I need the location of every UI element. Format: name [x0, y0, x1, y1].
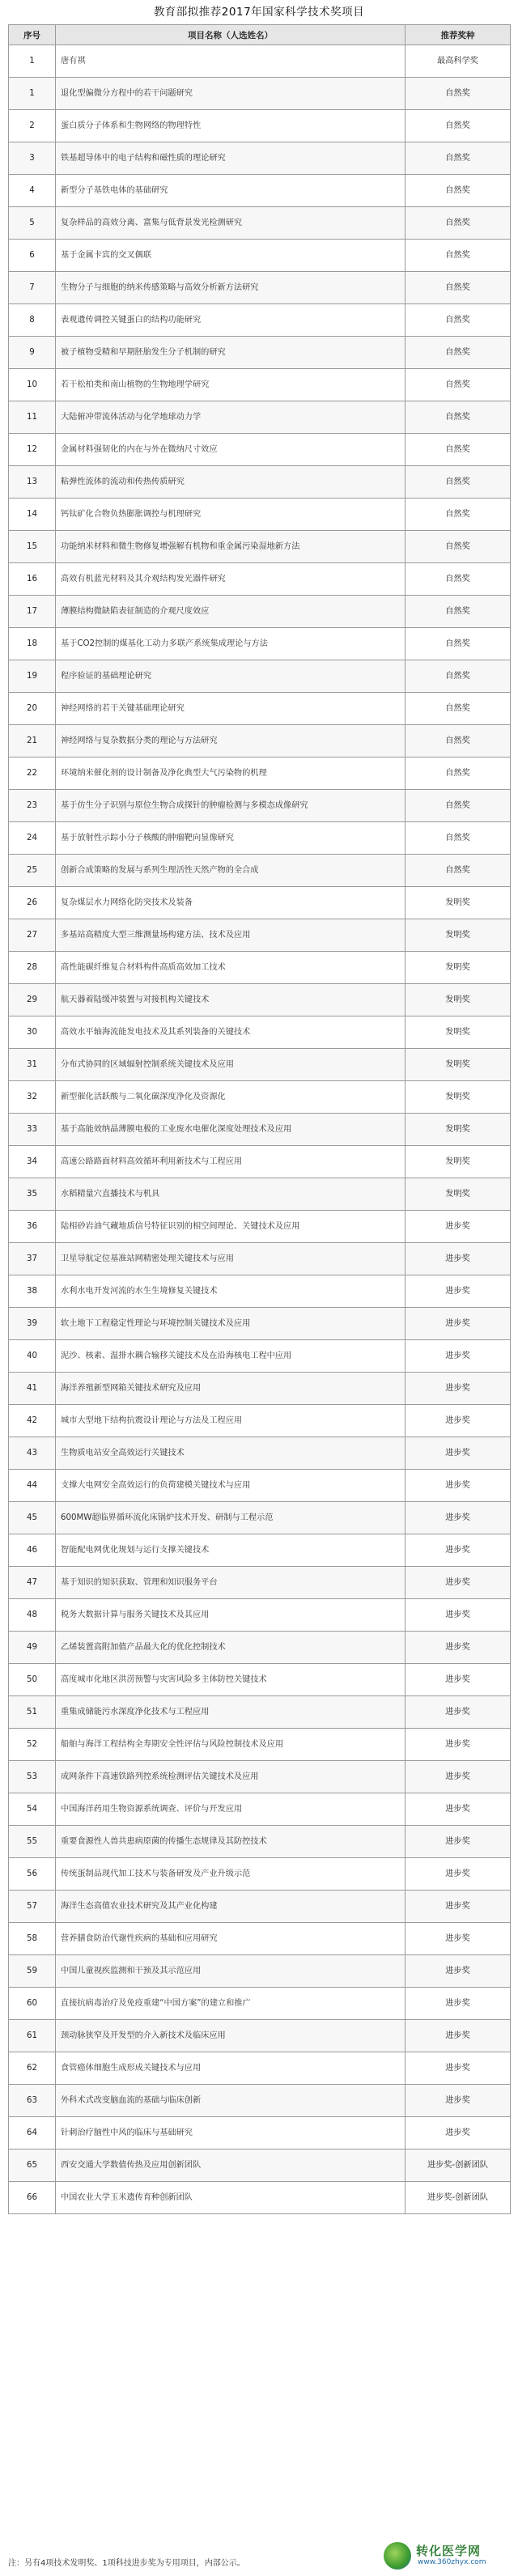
- table-row: [9, 434, 511, 466]
- award-type: 自然奖: [405, 531, 511, 563]
- project-name: 中国儿童视疾监测和干预及其示范应用: [56, 1955, 405, 1988]
- row-number: 42: [9, 1405, 56, 1437]
- row-number: 53: [9, 1761, 56, 1793]
- award-type: 发明奖: [405, 1114, 511, 1146]
- table-row: [9, 499, 511, 531]
- row-number: 64: [9, 2117, 56, 2149]
- project-name: 基于知识的知识获取、管理和知识服务平台: [56, 1567, 405, 1599]
- row-number: 57: [9, 1891, 56, 1923]
- award-type: 进步奖: [405, 1567, 511, 1599]
- row-number: 65: [9, 2149, 56, 2182]
- award-type: 进步奖: [405, 1308, 511, 1340]
- project-name: 直接抗病毒治疗及免疫重建“中国方案”的建立和推广: [56, 1988, 405, 2020]
- table-row: [9, 240, 511, 272]
- award-type: 自然奖: [405, 660, 511, 693]
- globe-icon: [384, 2542, 411, 2570]
- award-type: 进步奖: [405, 1470, 511, 1502]
- table-row: [9, 1955, 511, 1988]
- row-number: 2: [9, 110, 56, 142]
- table-row: [9, 369, 511, 401]
- row-number: 26: [9, 887, 56, 919]
- project-name: 分布式协同的区域辐射控制系统关键技术及应用: [56, 1049, 405, 1081]
- award-type: 发明奖: [405, 984, 511, 1016]
- award-type: 自然奖: [405, 272, 511, 304]
- project-name: 船舶与海洋工程结构全寿期安全性评估与风险控制技术及应用: [56, 1729, 405, 1761]
- table-row: [9, 1405, 511, 1437]
- table-row: [9, 2117, 511, 2149]
- project-name: 城市大型地下结构抗震设计理论与方法及工程应用: [56, 1405, 405, 1437]
- row-number: 43: [9, 1437, 56, 1470]
- project-name: 新型分子基铁电体的基础研究: [56, 175, 405, 207]
- table-row: [9, 660, 511, 693]
- row-number: 9: [9, 337, 56, 369]
- row-number: 17: [9, 596, 56, 628]
- table-row: [9, 1211, 511, 1243]
- row-number: 66: [9, 2182, 56, 2214]
- row-number: 51: [9, 1696, 56, 1729]
- award-type: 进步奖: [405, 1211, 511, 1243]
- row-number: 56: [9, 1858, 56, 1891]
- project-name: 针刺治疗脑性中风的临床与基础研究: [56, 2117, 405, 2149]
- header-name: 项目名称（人选姓名）: [56, 25, 405, 45]
- row-number: 5: [9, 207, 56, 240]
- table-row: [9, 725, 511, 758]
- award-type: 自然奖: [405, 563, 511, 596]
- award-type: 自然奖: [405, 401, 511, 434]
- award-type: 自然奖: [405, 142, 511, 175]
- row-number: 48: [9, 1599, 56, 1632]
- project-name: 600MW超临界循环流化床锅炉技术开发、研制与工程示范: [56, 1502, 405, 1534]
- project-name: 税务大数据计算与服务关键技术及其应用: [56, 1599, 405, 1632]
- award-type: 自然奖: [405, 790, 511, 822]
- award-type: 进步奖: [405, 1826, 511, 1858]
- project-name: 泥沙、核素、温排水耦合输移关键技术及在沿海核电工程中应用: [56, 1340, 405, 1373]
- award-type: 自然奖: [405, 758, 511, 790]
- table-row: [9, 1664, 511, 1696]
- project-name: 航天器着陆缓冲装置与对接机构关键技术: [56, 984, 405, 1016]
- project-name: 铁基超导体中的电子结构和磁性质的理论研究: [56, 142, 405, 175]
- row-number: 62: [9, 2052, 56, 2085]
- table-row: [9, 2182, 511, 2214]
- project-name: 重集成储能污水深度净化技术与工程应用: [56, 1696, 405, 1729]
- award-type: 自然奖: [405, 628, 511, 660]
- row-number: 6: [9, 240, 56, 272]
- row-number: 18: [9, 628, 56, 660]
- project-name: 若干松柏类和南山植物的生物地理学研究: [56, 369, 405, 401]
- table-row: [9, 790, 511, 822]
- project-name: 高效有机蓝光材料及其介观结构发光器件研究: [56, 563, 405, 596]
- row-number: 31: [9, 1049, 56, 1081]
- row-number: 3: [9, 142, 56, 175]
- project-name: 蛋白质分子体系和生物网络的物理特性: [56, 110, 405, 142]
- project-name: 乙烯装置高附加值产品最大化的优化控制技术: [56, 1632, 405, 1664]
- row-number: 52: [9, 1729, 56, 1761]
- table-row: [9, 1081, 511, 1114]
- row-number: 55: [9, 1826, 56, 1858]
- row-number: 13: [9, 466, 56, 499]
- award-type: 自然奖: [405, 337, 511, 369]
- project-name: 生物分子与细胞的纳米传感策略与高效分析新方法研究: [56, 272, 405, 304]
- table-row: [9, 1437, 511, 1470]
- table-row: [9, 2149, 511, 2182]
- table-row: [9, 207, 511, 240]
- project-name: 金属材料强韧化的内在与外在微纳尺寸效应: [56, 434, 405, 466]
- project-name: 成网条件下高速铁路列控系统检测评估关键技术及应用: [56, 1761, 405, 1793]
- project-name: 海洋生态高值农业技术研究及其产业化构建: [56, 1891, 405, 1923]
- project-name: 表观遗传调控关键蛋白的结构功能研究: [56, 304, 405, 337]
- table-row: [9, 1534, 511, 1567]
- table-row: [9, 1793, 511, 1826]
- award-type: 进步奖: [405, 1599, 511, 1632]
- award-type: 进步奖: [405, 1955, 511, 1988]
- table-row: [9, 337, 511, 369]
- row-number: 15: [9, 531, 56, 563]
- row-number: 34: [9, 1146, 56, 1178]
- award-type: 自然奖: [405, 596, 511, 628]
- watermark-brand: 转化医学网: [416, 2544, 482, 2558]
- award-type: 进步奖: [405, 1858, 511, 1891]
- award-type: 进步奖: [405, 1729, 511, 1761]
- project-name: 钙钛矿化合物负热膨胀调控与机理研究: [56, 499, 405, 531]
- award-type: 进步奖: [405, 1761, 511, 1793]
- project-name: 退化型偏微分方程中的若干问题研究: [56, 78, 405, 110]
- project-name: 创新合成策略的发展与系列生理活性天然产物的全合成: [56, 855, 405, 887]
- row-number: 19: [9, 660, 56, 693]
- award-type: 发明奖: [405, 887, 511, 919]
- award-type: 发明奖: [405, 1178, 511, 1211]
- project-name: 软土地下工程稳定性理论与环境控制关键技术及应用: [56, 1308, 405, 1340]
- header-no: 序号: [9, 25, 56, 45]
- row-number: 23: [9, 790, 56, 822]
- table-row: [9, 1373, 511, 1405]
- table-row: [9, 1275, 511, 1308]
- table-row: [9, 175, 511, 207]
- project-name: 颈动脉狭窄及开发型的介入新技术及临床应用: [56, 2020, 405, 2052]
- award-type: 进步奖: [405, 1373, 511, 1405]
- table-row: [9, 563, 511, 596]
- award-type: 进步奖: [405, 1437, 511, 1470]
- watermark-url: www.360zhyx.com: [418, 2558, 486, 2566]
- award-type: 进步奖: [405, 1664, 511, 1696]
- row-number: 7: [9, 272, 56, 304]
- project-name: 多基站高精度大型三维测量场构建方法、技术及应用: [56, 919, 405, 952]
- table-header-row: [9, 25, 511, 45]
- table-row: [9, 1470, 511, 1502]
- row-number: 28: [9, 952, 56, 984]
- award-type: 自然奖: [405, 175, 511, 207]
- table-row: [9, 887, 511, 919]
- award-type: 发明奖: [405, 1081, 511, 1114]
- project-name: 中国海洋药用生物资源系统调查、评价与开发应用: [56, 1793, 405, 1826]
- table-row: [9, 1243, 511, 1275]
- project-name: 被子植物受精和早期胚胎发生分子机制的研究: [56, 337, 405, 369]
- row-number: 44: [9, 1470, 56, 1502]
- award-type: 最高科学奖: [405, 45, 511, 78]
- project-name: 海洋养殖新型网箱关键技术研究及应用: [56, 1373, 405, 1405]
- table-row: [9, 466, 511, 499]
- award-type: 自然奖: [405, 499, 511, 531]
- project-name: 水利水电开发河流的水生生境修复关键技术: [56, 1275, 405, 1308]
- project-name: 薄膜结构微缺陷表征制造的介观尺度效应: [56, 596, 405, 628]
- award-type: 自然奖: [405, 693, 511, 725]
- row-number: 30: [9, 1016, 56, 1049]
- table-row: [9, 1599, 511, 1632]
- table-row: [9, 272, 511, 304]
- table-row: [9, 1988, 511, 2020]
- award-type: 自然奖: [405, 369, 511, 401]
- row-number: 32: [9, 1081, 56, 1114]
- row-number: 50: [9, 1664, 56, 1696]
- table-row: [9, 1826, 511, 1858]
- project-name: 神经网络与复杂数据分类的理论与方法研究: [56, 725, 405, 758]
- table-row: [9, 401, 511, 434]
- table-row: [9, 531, 511, 563]
- award-type: 进步奖: [405, 1988, 511, 2020]
- table-row: [9, 1049, 511, 1081]
- row-number: 35: [9, 1178, 56, 1211]
- project-name: 陆相砂岩油气藏地质信号特征识别的相空间理论、关键技术及应用: [56, 1211, 405, 1243]
- row-number: 8: [9, 304, 56, 337]
- row-number: 38: [9, 1275, 56, 1308]
- award-type: 进步奖-创新团队: [405, 2149, 511, 2182]
- row-number: 21: [9, 725, 56, 758]
- award-type: 进步奖: [405, 1275, 511, 1308]
- row-number: 1: [9, 45, 56, 78]
- award-type: 发明奖: [405, 1049, 511, 1081]
- table-row: [9, 628, 511, 660]
- project-name: 大陆俯冲带流体活动与化学地球动力学: [56, 401, 405, 434]
- row-number: 27: [9, 919, 56, 952]
- project-name: 水稻精量穴直播技术与机具: [56, 1178, 405, 1211]
- row-number: 39: [9, 1308, 56, 1340]
- table-row: [9, 2052, 511, 2085]
- project-name: 食管癌体细胞生成形成关键技术与应用: [56, 2052, 405, 2085]
- project-name: 西安交通大学数值传热及应用创新团队: [56, 2149, 405, 2182]
- award-type: 自然奖: [405, 207, 511, 240]
- award-type: 进步奖: [405, 1793, 511, 1826]
- row-number: 22: [9, 758, 56, 790]
- table-row: [9, 1114, 511, 1146]
- project-name: 粘弹性流体的流动和传热传质研究: [56, 466, 405, 499]
- project-name: 重要食源性人兽共患病原菌的传播生态规律及其防控技术: [56, 1826, 405, 1858]
- award-type: 自然奖: [405, 110, 511, 142]
- award-type: 进步奖: [405, 1923, 511, 1955]
- project-name: 高速公路路面材料高效循环利用新技术与工程应用: [56, 1146, 405, 1178]
- project-name: 程序验证的基础理论研究: [56, 660, 405, 693]
- award-type: 自然奖: [405, 466, 511, 499]
- project-name: 高效水平轴海流能发电技术及其系列装备的关键技术: [56, 1016, 405, 1049]
- award-type: 自然奖: [405, 855, 511, 887]
- table-row: [9, 1632, 511, 1664]
- footnote: 注：另有4项技术发明奖、1项科技进步奖为专用项目，内部公示。: [8, 2559, 245, 2568]
- project-name: 基于放射性示踪小分子核酸的肿瘤靶向显像研究: [56, 822, 405, 855]
- row-number: 24: [9, 822, 56, 855]
- project-name: 生物质电站安全高效运行关键技术: [56, 1437, 405, 1470]
- table-row: [9, 1146, 511, 1178]
- project-name: 环境纳米催化剂的设计制备及净化典型大气污染物的机理: [56, 758, 405, 790]
- row-number: 25: [9, 855, 56, 887]
- award-type: 发明奖: [405, 919, 511, 952]
- row-number: 16: [9, 563, 56, 596]
- row-number: 59: [9, 1955, 56, 1988]
- award-type: 进步奖: [405, 1502, 511, 1534]
- row-number: 63: [9, 2085, 56, 2117]
- table-row: [9, 45, 511, 78]
- row-number: 40: [9, 1340, 56, 1373]
- table-row: [9, 1696, 511, 1729]
- row-number: 12: [9, 434, 56, 466]
- project-name: 营养膳食防治代谢性疾病的基础和应用研究: [56, 1923, 405, 1955]
- header-award: 推荐奖种: [405, 25, 511, 45]
- award-type: 进步奖: [405, 2052, 511, 2085]
- award-type: 自然奖: [405, 240, 511, 272]
- project-name: 神经网络的若干关键基础理论研究: [56, 693, 405, 725]
- row-number: 58: [9, 1923, 56, 1955]
- award-type: 进步奖: [405, 1534, 511, 1567]
- project-name: 新型催化活跃酸与二氧化碳深度净化及资源化: [56, 1081, 405, 1114]
- table-row: [9, 1858, 511, 1891]
- table-row: [9, 2085, 511, 2117]
- table-row: [9, 1567, 511, 1599]
- row-number: 37: [9, 1243, 56, 1275]
- project-name: 传统蛋制品现代加工技术与装备研发及产业升级示范: [56, 1858, 405, 1891]
- row-number: 4: [9, 175, 56, 207]
- award-type: 进步奖: [405, 1340, 511, 1373]
- table-row: [9, 919, 511, 952]
- project-name: 高性能碳纤维复合材料构件高质高效加工技术: [56, 952, 405, 984]
- table-row: [9, 1502, 511, 1534]
- table-row: [9, 1178, 511, 1211]
- table-row: [9, 1308, 511, 1340]
- award-type: 进步奖: [405, 1405, 511, 1437]
- row-number: 11: [9, 401, 56, 434]
- row-number: 47: [9, 1567, 56, 1599]
- award-type: 进步奖: [405, 2020, 511, 2052]
- award-type: 进步奖: [405, 2085, 511, 2117]
- row-number: 33: [9, 1114, 56, 1146]
- table-row: [9, 1923, 511, 1955]
- watermark-logo: [384, 2540, 513, 2573]
- table-row: [9, 142, 511, 175]
- project-name: 基于高能效纳晶薄膜电极的工业废水电催化深度处理技术及应用: [56, 1114, 405, 1146]
- table-row: [9, 110, 511, 142]
- table-row: [9, 78, 511, 110]
- row-number: 60: [9, 1988, 56, 2020]
- award-type: 进步奖: [405, 1632, 511, 1664]
- project-name: 复杂样品的高效分离、富集与低背景发光检测研究: [56, 207, 405, 240]
- row-number: 49: [9, 1632, 56, 1664]
- table-row: [9, 1016, 511, 1049]
- project-name: 外科术式改变脑血流的基础与临床创新: [56, 2085, 405, 2117]
- table-row: [9, 1729, 511, 1761]
- project-name: 基于仿生分子识别与原位生物合成探针的肿瘤检测与多模态成像研究: [56, 790, 405, 822]
- table-row: [9, 855, 511, 887]
- project-name: 功能纳米材料和微生物修复增强解有机物和重金属污染湿地新方法: [56, 531, 405, 563]
- project-name: 高度城市化地区洪涝预警与灾害风险多主体防控关键技术: [56, 1664, 405, 1696]
- award-type: 进步奖: [405, 1696, 511, 1729]
- table-row: [9, 304, 511, 337]
- award-type: 自然奖: [405, 304, 511, 337]
- award-type: 自然奖: [405, 78, 511, 110]
- table-row: [9, 596, 511, 628]
- table-row: [9, 1340, 511, 1373]
- table-row: [9, 822, 511, 855]
- table-row: [9, 952, 511, 984]
- row-number: 14: [9, 499, 56, 531]
- awards-table: [8, 24, 511, 2214]
- row-number: 36: [9, 1211, 56, 1243]
- award-type: 发明奖: [405, 1146, 511, 1178]
- project-name: 唐有祺: [56, 45, 405, 78]
- table-row: [9, 1761, 511, 1793]
- row-number: 10: [9, 369, 56, 401]
- project-name: 基于CO2控制的煤基化工动力多联产系统集成理论与方法: [56, 628, 405, 660]
- award-type: 发明奖: [405, 952, 511, 984]
- table-row: [9, 758, 511, 790]
- page-title: 教育部拟推荐2017年国家科学技术奖项目: [153, 6, 365, 19]
- row-number: 20: [9, 693, 56, 725]
- award-type: 自然奖: [405, 725, 511, 758]
- award-type: 进步奖: [405, 2117, 511, 2149]
- award-type: 进步奖: [405, 1243, 511, 1275]
- row-number: 54: [9, 1793, 56, 1826]
- project-name: 基于金属卡宾的交叉偶联: [56, 240, 405, 272]
- award-type: 发明奖: [405, 1016, 511, 1049]
- row-number: 46: [9, 1534, 56, 1567]
- awards-table-body: [9, 25, 511, 2214]
- row-number: 41: [9, 1373, 56, 1405]
- project-name: 智能配电网优化规划与运行支撑关键技术: [56, 1534, 405, 1567]
- award-type: 自然奖: [405, 822, 511, 855]
- table-row: [9, 1891, 511, 1923]
- table-row: [9, 2020, 511, 2052]
- award-type: 自然奖: [405, 434, 511, 466]
- award-type: 进步奖-创新团队: [405, 2182, 511, 2214]
- row-number: 29: [9, 984, 56, 1016]
- project-name: 卫星导航定位基准站网精密处理关键技术与应用: [56, 1243, 405, 1275]
- table-row: [9, 693, 511, 725]
- table-row: [9, 984, 511, 1016]
- row-number: 1: [9, 78, 56, 110]
- project-name: 中国农业大学玉米遗传育种创新团队: [56, 2182, 405, 2214]
- row-number: 45: [9, 1502, 56, 1534]
- project-name: 支撑大电网安全高效运行的负荷建模关键技术与应用: [56, 1470, 405, 1502]
- project-name: 复杂煤层水力网络化防突技术及装备: [56, 887, 405, 919]
- row-number: 61: [9, 2020, 56, 2052]
- award-type: 进步奖: [405, 1891, 511, 1923]
